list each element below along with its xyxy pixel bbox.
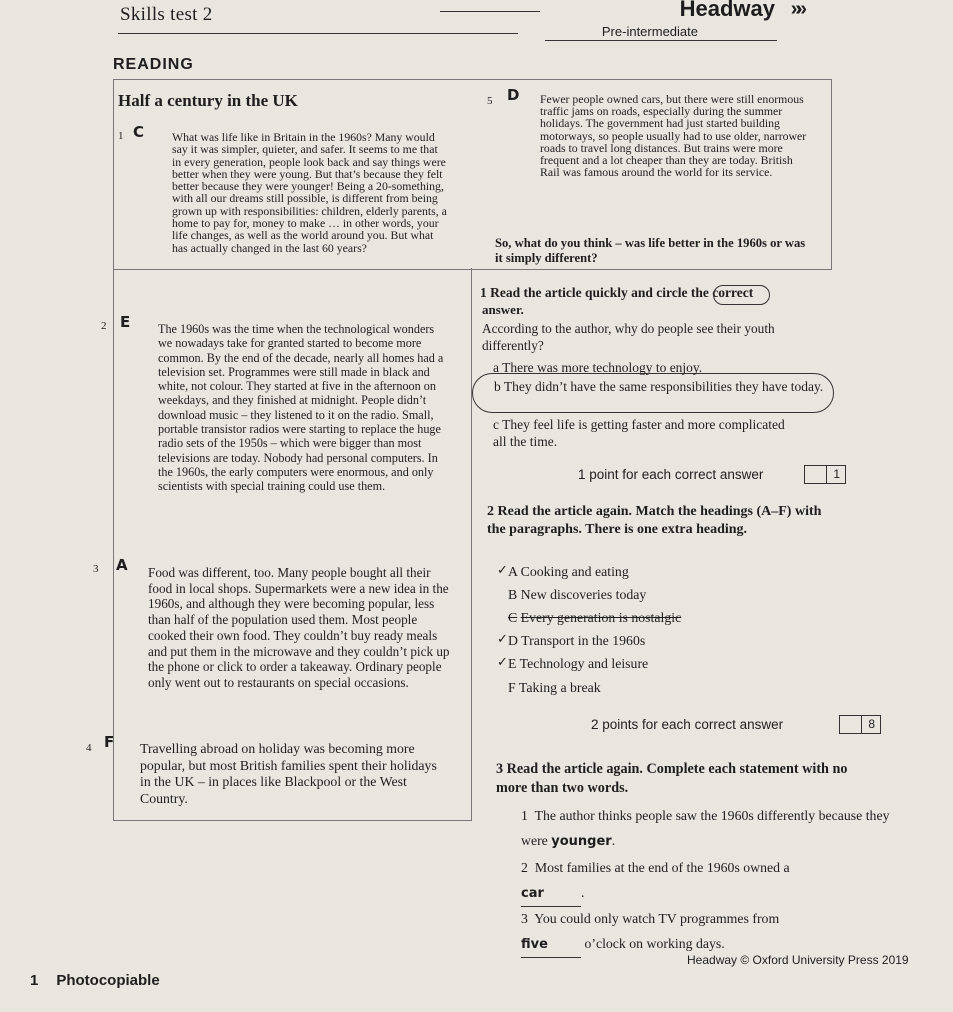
statement-1 [521, 803, 901, 854]
heading-text: Taking a break [518, 680, 601, 695]
answer-field[interactable]: car [521, 881, 581, 907]
heading-option-d[interactable] [508, 633, 645, 649]
score-divider [826, 466, 827, 483]
statement-end: o’clock on working days. [584, 936, 725, 951]
heading-letter: C [508, 610, 518, 625]
paragraph-number: 1 [118, 130, 124, 142]
answer-field[interactable]: five [521, 932, 581, 958]
score-max: 1 [833, 467, 840, 481]
heading-letter: A [508, 564, 518, 579]
q1-option-a[interactable]: a There was more technology to enjoy. [493, 360, 703, 375]
statement-text: The author thinks people saw the 1960s differently because they were [521, 808, 890, 848]
statement-end: . [611, 833, 616, 848]
q2-score-box[interactable] [839, 715, 881, 734]
q1-score-label: 1 point for each correct answer [578, 467, 764, 482]
heading-option-e[interactable] [508, 656, 648, 672]
heading-text: Cooking and eating [520, 564, 629, 579]
paragraph-answer: F [104, 733, 115, 751]
paragraph-answer: D [507, 86, 520, 104]
paragraph-number: 5 [487, 95, 493, 107]
q1-option-c[interactable]: c They feel life is getting faster and more complicated all the time. [493, 417, 785, 449]
footer-left [30, 972, 160, 989]
answer-field[interactable]: younger [551, 834, 612, 849]
statement-2 [521, 855, 901, 907]
heading-option-c[interactable] [508, 610, 681, 626]
brand-chevron-logo: »» [790, 0, 801, 20]
test-title: Skills test 2 [120, 4, 213, 25]
article-title: Half a century in the UK [118, 91, 298, 110]
q1-option-b[interactable]: b They didn’t have the same responsibilities they have today. [494, 379, 824, 394]
paragraph-5: Fewer people owned cars, but there were still enormous traffic jams on roads, especially during the summer holidays. The government had just started building motorways, so people usually had to use older, narrower roads to travel long distances. But trains were more frequent and a lot cheaper than they are today. British Rail was famous around the world for its service. [540, 92, 807, 180]
q2-heading: 2 Read the article again. Match the headings (A–F) with the paragraphs. There is one extra heading. [487, 504, 822, 537]
photocopiable-label: Photocopiable [56, 972, 160, 989]
heading-option-a[interactable] [508, 564, 629, 580]
article-closing-question: So, what do you think – was life better in the 1960s or was it simply different? [495, 236, 806, 265]
header-rule-top [440, 11, 540, 12]
header-rule-left [118, 33, 518, 34]
paragraph-number: 2 [101, 320, 107, 332]
paragraph-answer: E [120, 313, 131, 331]
paragraph-3: Food was different, too. Many people bought all their food in local shops. Supermarkets were a new idea in the 1960s, and although they were becoming popular, less than half of the population used them. Most people cooked their own food. They couldn’t buy ready meals and put them in the microwave and they couldn’t pick up the phone or click to order a takeaway. Ordinary people only went out to restaurants on special occasions. [148, 565, 450, 690]
circle-mark [713, 285, 770, 305]
paragraph-2: The 1960s was the time when the technological wonders we nowadays take for granted started to become more common. By the end of the decade, nearly all homes had a television set. Programmes were still made in black and white, not colour. They started at five in the afternoon on weekdays, and they finished at midnight. People didn’t download music – they listened to it on the radio. Small, portable transistor radios were starting to replace the huge radio sets of the 1950s – which were bigger than most televisions are today. Nobody had personal computers. In the 1960s, the early computers were enormous, and only scientists with special training could use them. [158, 322, 444, 494]
heading-letter: E [508, 656, 517, 671]
score-max: 8 [868, 717, 875, 731]
heading-letter: D [508, 633, 518, 648]
heading-text: Technology and leisure [519, 656, 649, 671]
statement-3 [521, 906, 901, 958]
tick-mark-icon: ✓ [497, 562, 508, 577]
paragraph-4: Travelling abroad on holiday was becoming more popular, but most British families spent their holidays in the UK – in places like Blackpool or the West Country. [140, 741, 437, 806]
paragraph-number: 3 [93, 563, 99, 575]
statement-end: . [581, 885, 585, 900]
heading-letter: B [508, 587, 518, 602]
heading-option-b[interactable] [508, 587, 646, 603]
heading-option-f[interactable] [508, 680, 601, 696]
statement-text: You could only watch TV programmes from [534, 911, 780, 926]
tick-mark-icon: ✓ [497, 654, 508, 669]
section-heading: READING [113, 56, 194, 73]
heading-text: Transport in the 1960s [521, 633, 646, 648]
q1-heading-continued: answer. [482, 302, 524, 317]
q1-score-box[interactable] [804, 465, 846, 484]
q1-question: According to the author, why do people see their youth differently? [482, 321, 775, 353]
heading-text-crossed: Every generation is nostalgic [520, 610, 682, 625]
heading-text: New discoveries today [520, 587, 647, 602]
q3-heading: 3 Read the article again. Complete each statement with no more than two words. [496, 761, 848, 796]
statement-number: 3 [521, 911, 528, 926]
paragraph-answer: C [133, 123, 145, 141]
tick-mark-icon: ✓ [497, 631, 508, 646]
page-number: 1 [30, 972, 39, 989]
heading-letter: F [508, 680, 516, 695]
statement-number: 1 [521, 808, 528, 823]
paragraph-1: What was life like in Britain in the 1960s? Many would say it was simpler, quieter, and safer. It seems to me that in every generation, people look back and say things were better when they were young. But that’s because they felt better because they were younger! Being a 20-something, with all our dreams still possible, is different from being grown up with responsibilities: children, elderly parents, a home to pay for, money to make … in other words, your life changes, as well as the world around you. But what has actually changed in the last 60 years? [172, 130, 447, 255]
level-label: Pre-intermediate [601, 24, 698, 39]
q1-heading: 1 Read the article quickly and circle the correct [480, 285, 754, 300]
copyright: Headway © Oxford University Press 2019 [687, 953, 909, 967]
brand-name: Headway [679, 0, 775, 21]
statement-text: Most families at the end of the 1960s owned a [534, 860, 790, 875]
statement-number: 2 [521, 860, 528, 875]
paragraph-number: 4 [86, 742, 92, 754]
q2-score-label: 2 points for each correct answer [591, 717, 784, 732]
score-divider [861, 716, 862, 733]
paragraph-answer: A [116, 556, 128, 574]
header-rule-right [545, 40, 777, 41]
